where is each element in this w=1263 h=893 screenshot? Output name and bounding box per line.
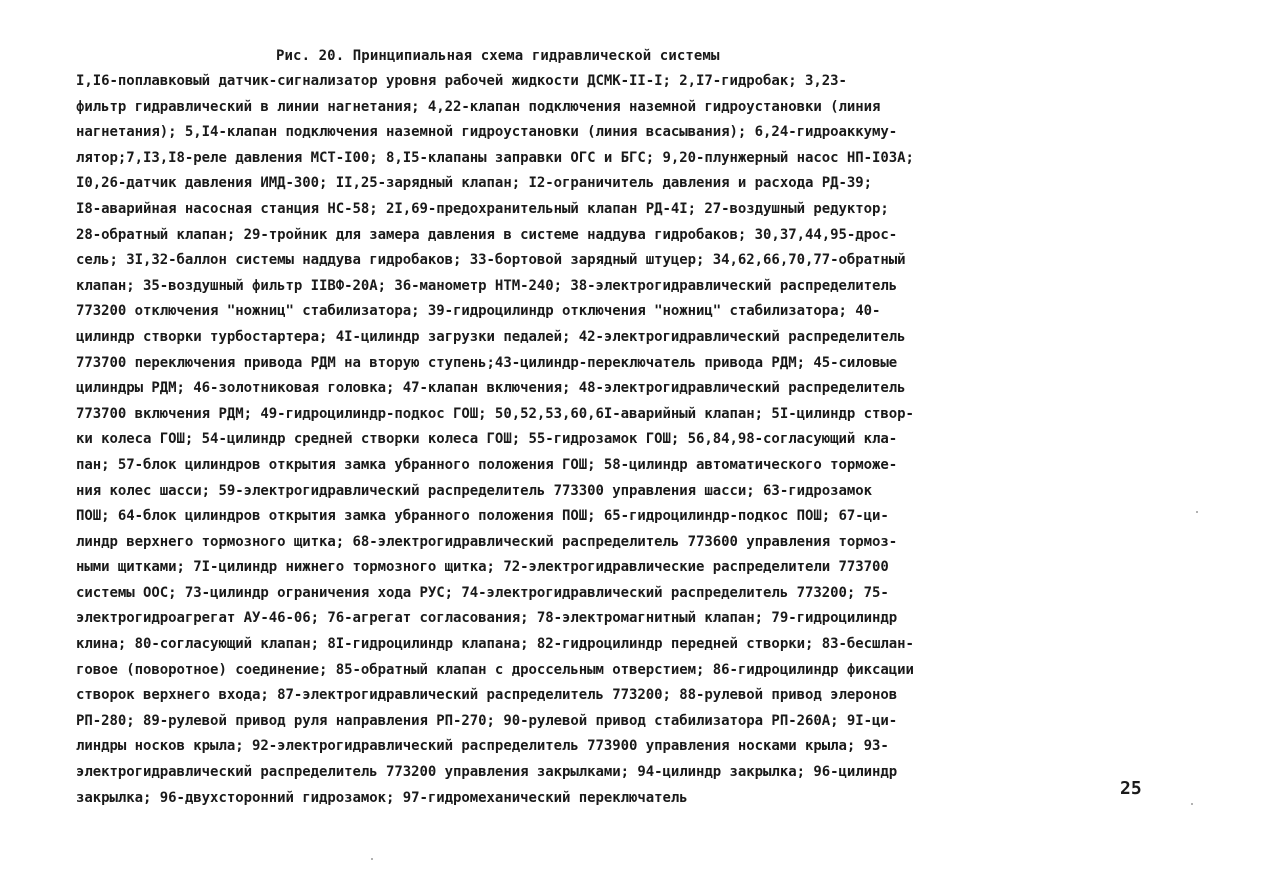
legend-line: ными щитками; 7I-цилиндр нижнего тормозного щитка; 72-электрогидравлические распределители 773700 — [76, 559, 889, 576]
page-number: 25 — [1120, 778, 1142, 799]
legend-line: сель; 3I,32-баллон системы наддува гидробаков; 33-бортовой зарядный штуцер; 34,62,66,70,77-обратный — [76, 252, 906, 269]
figure-caption: Рис. 20. Принципиальная схема гидравлической системы — [276, 48, 720, 64]
legend-line: электрогидравлический распределитель 773200 управления закрылками; 94-цилиндр закрылка; 96-цилиндр — [76, 764, 898, 781]
legend-line: РП-280; 89-рулевой привод руля направления РП-270; 90-рулевой привод стабилизатора РП-260А; 9I-ци- — [76, 712, 898, 729]
legend-line: 28-обратный клапан; 29-тройник для замера давления в системе наддува гидробаков; 30,37,44,95-дрос- — [76, 226, 898, 243]
legend-line: ПОШ; 64-блок цилиндров открытия замка убранного положения ПОШ; 65-гидроцилиндр-подкос ПОШ; 67-ци- — [76, 508, 889, 525]
legend-line: 773700 включения РДМ; 49-гидроцилиндр-подкос ГОШ; 50,52,53,60,6I-аварийный клапан; 5I-цилиндр створ- — [76, 405, 914, 422]
legend-line: цилиндр створки турбостартера; 4I-цилиндр загрузки педалей; 42-электрогидравлический распределитель — [76, 328, 906, 345]
legend-line: закрылка; 96-двухсторонний гидрозамок; 97-гидромеханический переключатель — [76, 789, 688, 806]
legend-line: фильтр гидравлический в линии нагнетания; 4,22-клапан подключения наземной гидроустановки (линия — [76, 98, 881, 115]
legend-line: линдры носков крыла; 92-электрогидравлический распределитель 773900 управления носками крыла; 93- — [76, 738, 889, 755]
legend-line: системы ООС; 73-цилиндр ограничения хода РУС; 74-электрогидравлический распределитель 773200; 75- — [76, 584, 889, 601]
legend-line: I8-аварийная насосная станция НС-58; 2I,69-предохранительный клапан РД-4I; 27-воздушный редуктор; — [76, 200, 889, 217]
legend-line: 773700 переключения привода РДМ на вторую ступень;43-цилиндр-переключатель привода РДМ; 45-силовые — [76, 354, 898, 371]
legend-line: ния колес шасси; 59-электрогидравлический распределитель 773300 управления шасси; 63-гидрозамок — [76, 482, 872, 499]
legend-line: нагнетания); 5,I4-клапан подключения наземной гидроустановки (линия всасывания); 6,24-гидроаккуму- — [76, 124, 898, 141]
legend-line: пан; 57-блок цилиндров открытия замка убранного положения ГОШ; 58-цилиндр автоматического торможе- — [76, 456, 898, 473]
legend-line: I,I6-поплавковый датчик-сигнализатор уровня рабочей жидкости ДСМК-II-I; 2,I7-гидробак; 3,23- — [76, 73, 847, 89]
legend-line: ки колеса ГОШ; 54-цилиндр средней створки колеса ГОШ; 55-гидрозамок ГОШ; 56,84,98-согласующий кла- — [76, 431, 898, 448]
legend-line: I0,26-датчик давления ИМД-300; II,25-зарядный клапан; I2-ограничитель давления и расхода РД-39; — [76, 175, 872, 192]
scan-speck — [1196, 511, 1198, 513]
legend-line: цилиндры РДМ; 46-золотниковая головка; 47-клапан включения; 48-электрогидравлический распределитель — [76, 380, 906, 397]
legend-line: электрогидроагрегат АУ-46-06; 76-агрегат согласования; 78-электромагнитный клапан; 79-гидроцилиндр — [76, 610, 898, 627]
legend-line: говое (поворотное) соединение; 85-обратный клапан с дроссельным отверстием; 86-гидроцилиндр фиксации — [76, 661, 914, 678]
scan-speck — [371, 858, 373, 860]
legend-line: 773200 отключения "ножниц" стабилизатора; 39-гидроцилиндр отключения "ножниц" стабилизатора; 40- — [76, 303, 881, 320]
legend-line: линдр верхнего тормозного щитка; 68-электрогидравлический распределитель 773600 управления тормоз- — [76, 533, 898, 550]
legend-text-block — [76, 69, 1126, 811]
legend-line: створок верхнего входа; 87-электрогидравлический распределитель 773200; 88-рулевой привод элеронов — [76, 687, 898, 704]
legend-line: клина; 80-согласующий клапан; 8I-гидроцилиндр клапана; 82-гидроцилиндр передней створки; 83-бесшлан- — [76, 636, 914, 653]
legend-line: лятор;7,I3,I8-реле давления МСТ-I00; 8,I5-клапаны заправки ОГС и БГС; 9,20-плунжерный насос НП-I03А; — [76, 149, 914, 166]
scan-speck — [1191, 803, 1193, 805]
legend-line: клапан; 35-воздушный фильтр IIВФ-20А; 36-манометр НТМ-240; 38-электрогидравлический распределитель — [76, 277, 898, 294]
